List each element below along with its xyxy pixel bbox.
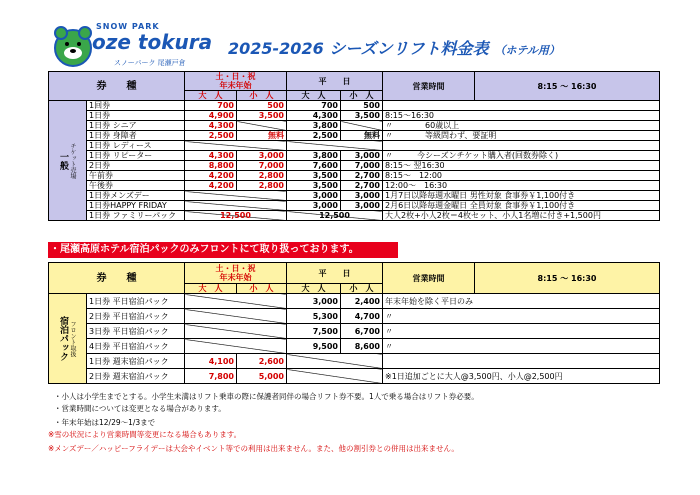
table-row: [49, 294, 660, 309]
we-adult-price: 4,300: [185, 121, 237, 131]
ticket-name: 1日券 シニア: [87, 121, 185, 131]
title-sub: （ホテル用）: [494, 44, 560, 57]
table-row: [49, 211, 660, 221]
we-adult-price: 4,100: [185, 354, 237, 369]
general-price-table: [48, 71, 660, 221]
we-price-empty: [185, 324, 287, 339]
wd-adult-price: 5,300: [287, 309, 341, 324]
we-child-price: 3,500: [237, 111, 287, 121]
header2-ticket: 券 種: [49, 263, 185, 294]
group-main-label: 宿泊パック: [58, 316, 68, 361]
bear-mascot-icon: [52, 22, 94, 68]
header2-hours-label: 営業時間: [383, 263, 475, 294]
header-weekend: 土・日・祝 年末年始: [185, 72, 287, 91]
group-label: [49, 101, 87, 221]
we-adult-price: 4,300: [185, 151, 237, 161]
ticket-name: 3日券 平日宿泊パック: [87, 324, 185, 339]
header2-we-adult: 大 人: [185, 284, 237, 294]
we-adult-price: 4,200: [185, 181, 237, 191]
logo-top-text: SNOW PARK: [96, 22, 160, 31]
ticket-name: 2日券 平日宿泊パック: [87, 309, 185, 324]
table-row: [49, 354, 660, 369]
table-row: [49, 339, 660, 354]
wd-adult-price: 2,500: [287, 131, 341, 141]
we-child-price: [237, 121, 287, 131]
we-child-price: 3,000: [237, 151, 287, 161]
ticket-note: 〃 今シーズンチケット購入者(回数券除く): [383, 151, 660, 161]
ticket-note: 〃: [383, 309, 660, 324]
table-row: [49, 151, 660, 161]
wd-child-price: 2,700: [341, 171, 383, 181]
wd-child-price: 8,600: [341, 339, 383, 354]
ticket-name: 1日券 平日宿泊パック: [87, 294, 185, 309]
we-price-empty: [185, 191, 287, 201]
logo: [52, 22, 212, 70]
wd-child-price: 500: [341, 101, 383, 111]
we-adult-price: 2,500: [185, 131, 237, 141]
ticket-name: 1日券 リピーター: [87, 151, 185, 161]
header-we-child: 小 人: [237, 91, 287, 101]
we-adult-price: 4,200: [185, 171, 237, 181]
wd-child-price: [341, 121, 383, 131]
ticket-note: 〃: [383, 324, 660, 339]
ticket-note: [383, 141, 660, 151]
ticket-note: 〃 60歳以上: [383, 121, 660, 131]
hotel-pack-table: [48, 262, 660, 384]
we-child-price: 2,600: [237, 354, 287, 369]
header-wd-child: 小 人: [341, 91, 383, 101]
note-0: ・小人は小学生までとする。小学生未満はリフト乗車の際に保護者同伴の場合リフト券不要。1人で乗る場合はリフト券必要。: [54, 392, 479, 401]
note-1: ・営業時間については変更となる場合があります。: [54, 404, 226, 413]
wd-adult-price: 7,500: [287, 324, 341, 339]
table-row: [49, 111, 660, 121]
wd-child-price: 3,000: [341, 151, 383, 161]
ticket-note: 〃: [383, 339, 660, 354]
table-row: [49, 141, 660, 151]
ticket-note: ※1日追加ごとに大人@3,500円、小人@2,500円: [383, 369, 660, 384]
ticket-name: 1回券: [87, 101, 185, 111]
ticket-name: 4日券 平日宿泊パック: [87, 339, 185, 354]
we-child-price: 2,800: [237, 181, 287, 191]
we-price-empty: [185, 294, 287, 309]
header-hours-label: 営業時間: [383, 72, 475, 101]
ticket-note: 年末年始を除く平日のみ: [383, 294, 660, 309]
logo-sub-text: スノーパーク 尾瀬戸倉: [114, 59, 186, 67]
wd-adult-price: 9,500: [287, 339, 341, 354]
we-price-empty: [185, 339, 287, 354]
ticket-name: 午後券: [87, 181, 185, 191]
ticket-name: 1日券 身障者: [87, 131, 185, 141]
wd-child-price: 3,000: [341, 191, 383, 201]
wd-adult-price: 3,500: [287, 181, 341, 191]
wd-price-empty: [287, 354, 383, 369]
header2-hours: 8:15 ～ 16:30: [475, 263, 660, 294]
wd-adult-price: 700: [287, 101, 341, 111]
ticket-note: 2月6日以降毎週金曜日 全員対象 食事券￥1,100付き: [383, 201, 660, 211]
ticket-note: 大人2枚+小人2枚＝4枚セット、小人1名増に付き+1,500円: [383, 211, 660, 221]
we-price-empty: [185, 141, 287, 151]
header2-we-child: 小 人: [237, 284, 287, 294]
header2-wd-child: 小 人: [341, 284, 383, 294]
ticket-note: 〃 等級問わず、要証明: [383, 131, 660, 141]
ticket-name: 2日券: [87, 161, 185, 171]
ticket-name: 1日券 レディース: [87, 141, 185, 151]
table-row: [49, 121, 660, 131]
we-price-empty: [185, 309, 287, 324]
table-row: [49, 191, 660, 201]
we-price-empty: [185, 201, 287, 211]
wd-price-empty: [287, 369, 383, 384]
table1-header-row: [49, 72, 660, 91]
ticket-note: [383, 354, 660, 369]
header2-weekday: 平 日: [287, 263, 383, 284]
page-title: [228, 36, 560, 59]
table-row: [49, 131, 660, 141]
ticket-note: 12:00～ 16:30: [383, 181, 660, 191]
wd-adult-price: 3,000: [287, 191, 341, 201]
we-child-price: 5,000: [237, 369, 287, 384]
table-row: [49, 181, 660, 191]
we-adult-price: 7,800: [185, 369, 237, 384]
wd-child-price: 3,000: [341, 201, 383, 211]
header-we-adult: 大 人: [185, 91, 237, 101]
ticket-name: 1日券メンズデー: [87, 191, 185, 201]
we-child-price: 7,000: [237, 161, 287, 171]
ticket-note: 8:15～16:30: [383, 111, 660, 121]
title-main: 2025-2026 シーズンリフト料金表: [228, 39, 489, 58]
wd-adult-price: 4,300: [287, 111, 341, 121]
group-sub-label: フロント取扱: [69, 320, 76, 357]
ticket-name: 2日券 週末宿泊パック: [87, 369, 185, 384]
we-child-price: 500: [237, 101, 287, 111]
ticket-note: 1月7日以降毎週水曜日 男性対象 食事券￥1,100付き: [383, 191, 660, 201]
ticket-name: 1日券: [87, 111, 185, 121]
table-row: [49, 161, 660, 171]
header-weekday: 平 日: [287, 72, 383, 91]
table-row: [49, 171, 660, 181]
table-row: [49, 101, 660, 111]
wd-adult-price: 7,600: [287, 161, 341, 171]
wd-child-price: 2,400: [341, 294, 383, 309]
wd-child-price: 4,700: [341, 309, 383, 324]
ticket-name: 1日券 週末宿泊パック: [87, 354, 185, 369]
ticket-note: 8:15～ 12:00: [383, 171, 660, 181]
wd-child-price: 無料: [341, 131, 383, 141]
we-price-family: 12,500: [185, 211, 287, 221]
ticket-note: 8:15～ 翌16:30: [383, 161, 660, 171]
table-row: [49, 201, 660, 211]
group-label: [49, 294, 87, 384]
note-2: ・年末年始は12/29～1/3まで: [54, 418, 156, 427]
table-row: [49, 324, 660, 339]
ticket-name: 午前券: [87, 171, 185, 181]
wd-child-price: 3,500: [341, 111, 383, 121]
header2-weekend: 土・日・祝 年末年始: [185, 263, 287, 284]
red-note-1: ※メンズデー／ハッピーフライデーは大会やイベント等での利用は出来ません。また、他の割引券との併用は出来ません。: [48, 444, 459, 453]
table2-header-row: [49, 263, 660, 284]
wd-child-price: 2,700: [341, 181, 383, 191]
we-adult-price: 8,800: [185, 161, 237, 171]
ticket-name: 1日券 ファミリーパック: [87, 211, 185, 221]
group-sub-label: チケット売場: [69, 142, 76, 179]
wd-price-empty: [287, 141, 383, 151]
wd-child-price: 6,700: [341, 324, 383, 339]
header2-wd-adult: 大 人: [287, 284, 341, 294]
header-ticket: 券 種: [49, 72, 185, 101]
ticket-name: 1日券HAPPY FRIDAY: [87, 201, 185, 211]
ticket-note: [383, 101, 660, 111]
red-note-0: ※雪の状況により営業時間等変更になる場合もあります。: [48, 430, 242, 439]
we-child-price: 無料: [237, 131, 287, 141]
wd-adult-price: 3,800: [287, 151, 341, 161]
wd-child-price: 7,000: [341, 161, 383, 171]
we-child-price: 2,800: [237, 171, 287, 181]
group-main-label: 一般: [58, 151, 68, 170]
wd-adult-price: 3,000: [287, 294, 341, 309]
table-row: [49, 309, 660, 324]
header-wd-adult: 大 人: [287, 91, 341, 101]
we-adult-price: 4,900: [185, 111, 237, 121]
wd-price-family: 12,500: [287, 211, 383, 221]
table-row: [49, 369, 660, 384]
wd-adult-price: 3,800: [287, 121, 341, 131]
logo-main-text: oze tokura: [92, 30, 213, 54]
we-adult-price: 700: [185, 101, 237, 111]
wd-adult-price: 3,000: [287, 201, 341, 211]
notice-banner: ・尾瀬高原ホテル宿泊パックのみフロントにて取り扱っております。: [48, 242, 398, 258]
wd-adult-price: 3,500: [287, 171, 341, 181]
header-hours: 8:15 ～ 16:30: [475, 72, 660, 101]
